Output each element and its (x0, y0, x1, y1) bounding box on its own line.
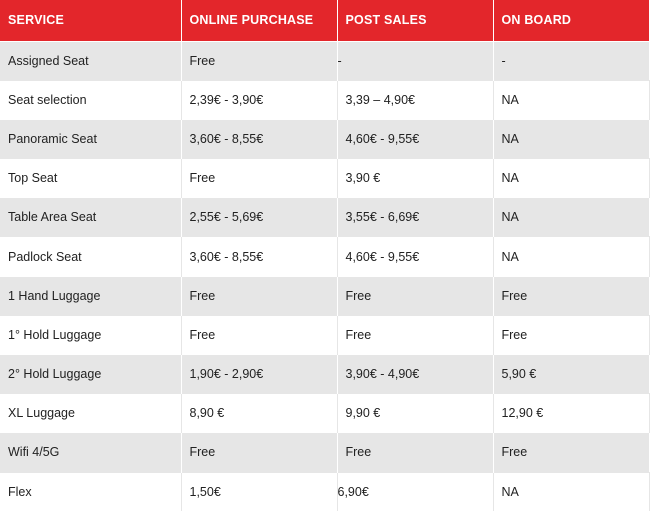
table-row (0, 315, 649, 354)
cell-post: 3,90 € (337, 159, 493, 198)
cell-post: Free (337, 276, 493, 315)
table-row (0, 433, 649, 472)
table-row (0, 237, 649, 276)
cell-service: Padlock Seat (0, 237, 181, 276)
table-row (0, 119, 649, 158)
cell-post: 3,90€ - 4,90€ (337, 355, 493, 394)
cell-online: 2,39€ - 3,90€ (181, 80, 337, 119)
cell-service: Panoramic Seat (0, 119, 181, 158)
table-row (0, 80, 649, 119)
cell-service: Seat selection (0, 80, 181, 119)
cell-onboard: NA (493, 119, 649, 158)
cell-online: Free (181, 41, 337, 80)
cell-online: Free (181, 159, 337, 198)
cell-onboard: NA (493, 80, 649, 119)
table-row (0, 159, 649, 198)
table-row (0, 355, 649, 394)
table-row (0, 472, 649, 511)
cell-service: Table Area Seat (0, 198, 181, 237)
cell-service: Flex (0, 472, 181, 511)
cell-onboard: NA (493, 237, 649, 276)
cell-online: 1,90€ - 2,90€ (181, 355, 337, 394)
cell-online: 2,55€ - 5,69€ (181, 198, 337, 237)
cell-service: XL Luggage (0, 394, 181, 433)
header-service: SERVICE (0, 0, 181, 41)
cell-service: 1° Hold Luggage (0, 315, 181, 354)
cell-post: 4,60€ - 9,55€ (337, 119, 493, 158)
cell-online: Free (181, 276, 337, 315)
cell-online: 8,90 € (181, 394, 337, 433)
cell-online: 1,50€ (181, 472, 337, 511)
cell-online: Free (181, 433, 337, 472)
cell-post: Free (337, 433, 493, 472)
cell-post: 6,90€ (337, 472, 493, 511)
cell-onboard: NA (493, 472, 649, 511)
cell-post: 3,39 – 4,90€ (337, 80, 493, 119)
cell-online: Free (181, 315, 337, 354)
cell-online: 3,60€ - 8,55€ (181, 237, 337, 276)
cell-post: Free (337, 315, 493, 354)
cell-onboard: NA (493, 159, 649, 198)
table-row (0, 41, 649, 80)
cell-online: 3,60€ - 8,55€ (181, 119, 337, 158)
cell-onboard: Free (493, 315, 649, 354)
cell-onboard: Free (493, 276, 649, 315)
table-row (0, 394, 649, 433)
header-on-board: ON BOARD (493, 0, 649, 41)
table-row (0, 198, 649, 237)
cell-onboard: NA (493, 198, 649, 237)
cell-onboard: - (493, 41, 649, 80)
cell-post: 3,55€ - 6,69€ (337, 198, 493, 237)
table-header-row (0, 0, 649, 41)
table-row (0, 276, 649, 315)
cell-service: 2° Hold Luggage (0, 355, 181, 394)
header-online-purchase: ONLINE PURCHASE (181, 0, 337, 41)
cell-service: Top Seat (0, 159, 181, 198)
cell-service: Wifi 4/5G (0, 433, 181, 472)
cell-onboard: 5,90 € (493, 355, 649, 394)
cell-service: 1 Hand Luggage (0, 276, 181, 315)
cell-post: 9,90 € (337, 394, 493, 433)
cell-onboard: 12,90 € (493, 394, 649, 433)
cell-onboard: Free (493, 433, 649, 472)
cell-service: Assigned Seat (0, 41, 181, 80)
cell-post: 4,60€ - 9,55€ (337, 237, 493, 276)
cell-post: - (337, 41, 493, 80)
header-post-sales: POST SALES (337, 0, 493, 41)
